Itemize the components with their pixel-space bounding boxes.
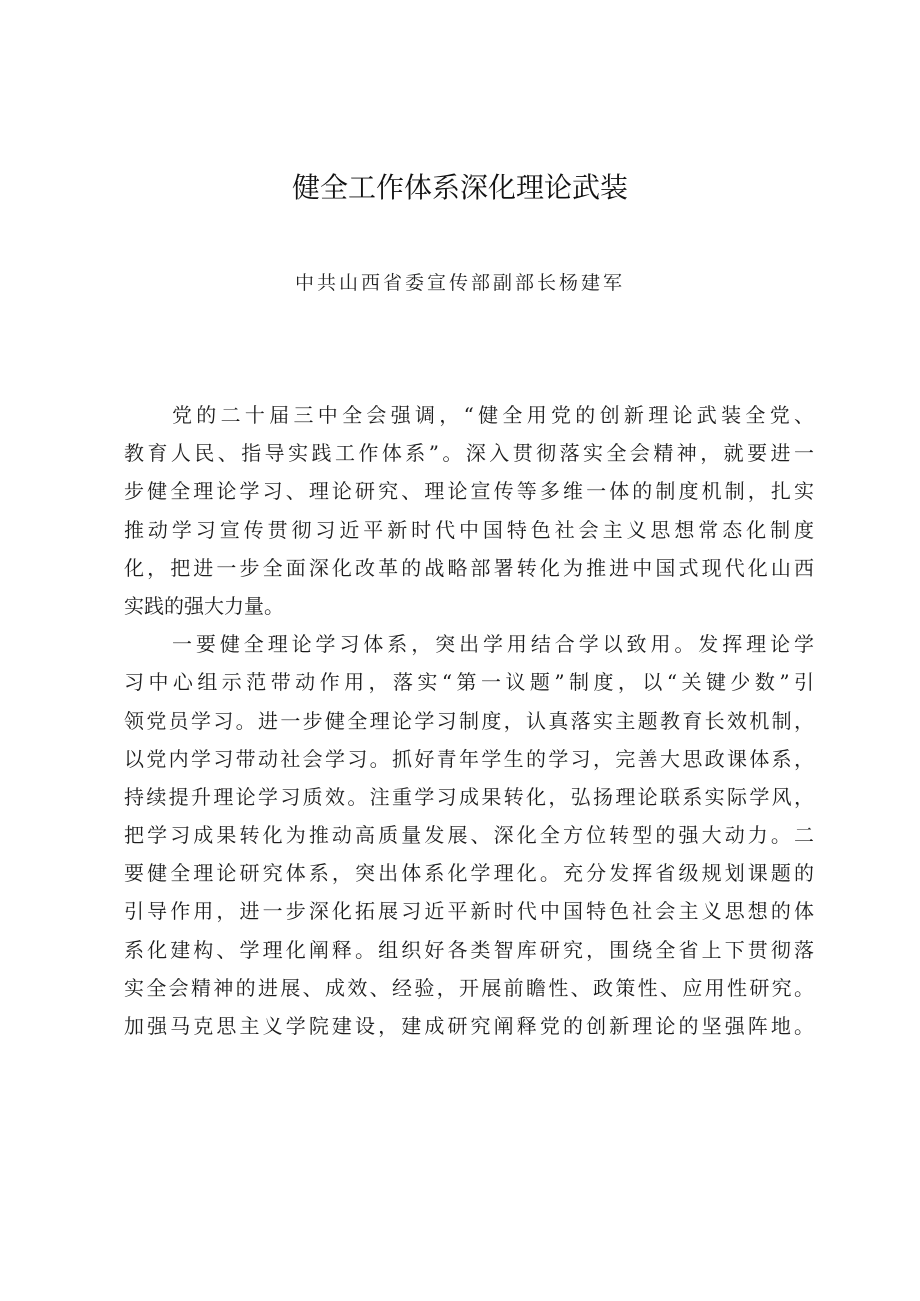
body-line: 领党员学习。进一步健全理论学习制度，认真落实主题教育长效机制， [124,708,814,733]
body-line: 系化建构、学理化阐释。组织好各类智库研究，围绕全省上下贯彻落 [124,937,814,962]
body-line: 把学习成果转化为推动高质量发展、深化全方位转型的强大动力。二 [124,823,814,848]
body-line: 一要健全理论学习体系，突出学用结合学以致用。发挥理论学 [172,632,814,657]
body-line: 加强马克思主义学院建设，建成研究阐释党的创新理论的坚强阵地。 [124,1014,814,1038]
body-line: 持续提升理论学习质效。注重学习成果转化，弘扬理论联系实际学风， [124,784,814,809]
body-line: 要健全理论研究体系，突出体系化学理化。充分发挥省级规划课题的 [124,861,814,886]
body-line: 推动学习宣传贯彻习近平新时代中国特色社会主义思想常态化制度 [124,517,814,542]
body-line: 实全会精神的进展、成效、经验，开展前瞻性、政策性、应用性研究。 [124,975,814,1000]
body-line: 步健全理论学习、理论研究、理论宣传等多维一体的制度机制，扎实 [124,479,814,504]
body-line: 教育人民、指导实践工作体系”。深入贯彻落实全会精神，就要进一 [124,441,814,466]
body-line: 引导作用，进一步深化拓展习近平新时代中国特色社会主义思想的体 [124,899,814,924]
body-line: 化，把进一步全面深化改革的战略部署转化为推进中国式现代化山西 [124,555,814,580]
body-line: 党的二十届三中全会强调，“健全用党的创新理论武装全党、 [172,403,814,427]
body-line: 实践的强大力量。 [124,593,284,618]
document-author: 中共山西省委宣传部副部长杨建军 [294,272,625,294]
document-body [124,396,814,1045]
body-line: 习中心组示范带动作用，落实“第一议题”制度，以“关键少数”引 [124,670,814,695]
document-title: 健全工作体系深化理论武装 [291,171,628,204]
body-line: 以党内学习带动社会学习。抓好青年学生的学习，完善大思政课体系， [124,746,814,771]
